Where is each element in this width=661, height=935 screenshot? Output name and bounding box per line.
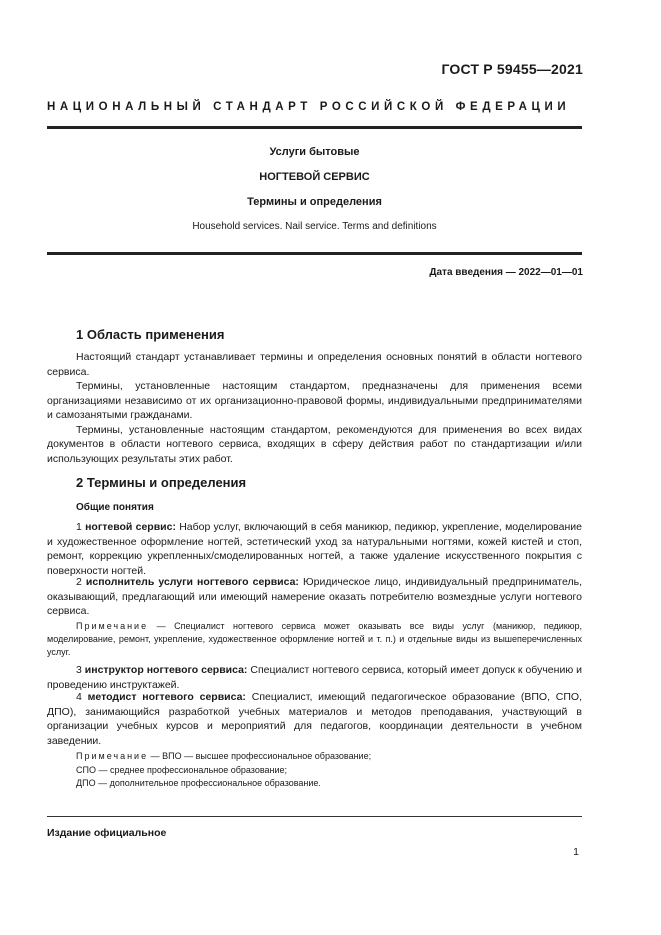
term-2-number: 2 — [76, 576, 82, 588]
page-number: 1 — [573, 846, 579, 858]
term-3-definition: Специалист ногтевого сервиса, который имеет допуск к обучению и проведению инструктажей. — [47, 664, 582, 691]
note-2-line-3: ДПО — дополнительное профессиональное образование. — [76, 778, 321, 788]
section-1-paragraph-1: Настоящий стандарт устанавливает термины и определения основных понятий в области ногтевого сервиса. — [47, 351, 582, 378]
standard-type-line: НАЦИОНАЛЬНЫЙ СТАНДАРТ РОССИЙСКОЙ ФЕДЕРАЦИИ — [47, 101, 571, 113]
note-2-line-1: — ВПО — высшее профессиональное образование; — [150, 751, 372, 761]
note-2-line-2: СПО — среднее профессиональное образование; — [76, 764, 288, 775]
title-line-2: НОГТЕВОЙ СЕРВИС — [259, 171, 370, 183]
introduction-date: Дата введения — 2022—01—01 — [429, 267, 583, 278]
term-4 — [47, 690, 582, 748]
title-divider — [47, 252, 582, 255]
note-1-label: Примечание — [76, 621, 149, 631]
footer-divider — [47, 816, 582, 817]
section-1-paragraph-3: Термины, установленные настоящим стандартом, рекомендуются для применения во всех видах документов в области ногтевого сервиса, входящих в сферу действия работ по стандартизации и/или использующих результаты этих работ. — [47, 423, 582, 465]
section-2-heading: 2 Термины и определения — [76, 475, 247, 490]
term-1-definition: Набор услуг, включающий в себя маникюр, педикюр, укрепление, моделирование и художественное оформление ногтей, эстетический уход за натуральными ногтями, кожей кистей и стоп, ремонт, коррекцию укрепленных/смоделированных ногтей, а также удаление искусственного покрытия с поверхности ногтей. — [47, 521, 582, 577]
title-line-1: Услуги бытовые — [269, 146, 360, 158]
term-1-number: 1 — [76, 521, 82, 533]
term-4-number: 4 — [76, 691, 82, 703]
term-2 — [47, 575, 582, 619]
note-2-label: Примечание — [76, 751, 149, 761]
title-english: Household services. Nail service. Terms and definitions — [192, 221, 437, 232]
term-2-name: исполнитель услуги ногтевого сервиса: — [85, 576, 299, 588]
section-1-heading: 1 Область применения — [76, 327, 225, 342]
section-1-paragraph-2: Термины, установленные настоящим стандартом, предназначены для применения всеми организациями независимо от их организационно-правовой формы, индивидуальными предпринимателями и самозанятыми гражданами. — [47, 380, 582, 421]
term-4-name: методист ногтевого сервиса: — [87, 691, 246, 703]
term-3 — [47, 663, 582, 692]
top-divider — [47, 126, 582, 129]
note-1 — [47, 620, 582, 659]
term-1-name: ногтевой сервис: — [85, 521, 176, 533]
term-2-definition: Юридическое лицо, индивидуальный предприниматель, оказывающий, предлагающий или имеющий намерение оказать потребителю возмездные услуги ногтевого сервиса. — [47, 576, 582, 617]
term-3-name: инструктор ногтевого сервиса: — [84, 664, 248, 676]
official-edition-label: Издание официальное — [47, 827, 167, 839]
term-1 — [47, 520, 582, 578]
section-1-body — [47, 350, 582, 466]
note-1-text: — Специалист ногтевого сервиса может оказывать все виды услуг (маникюр, педикюр, моделирование, ремонт, укрепление, художественное оформление ногтей и т. п.) и отдельные виды из вышеперечисленных услуг. — [47, 621, 582, 657]
note-2 — [76, 750, 581, 791]
section-2-subheading: Общие понятия — [76, 502, 154, 513]
term-3-number: 3 — [76, 664, 82, 676]
document-number: ГОСТ Р 59455—2021 — [441, 61, 583, 77]
term-4-definition: Специалист, имеющий педагогическое образование (ВПО, СПО, ДПО), занимающийся разработкой учебных материалов и методов преподавания, участвующий в организации учебных курсов и мероприятий для педагогов, координации деятельности в учебном заведении. — [47, 691, 583, 747]
title-line-3: Термины и определения — [247, 196, 382, 208]
